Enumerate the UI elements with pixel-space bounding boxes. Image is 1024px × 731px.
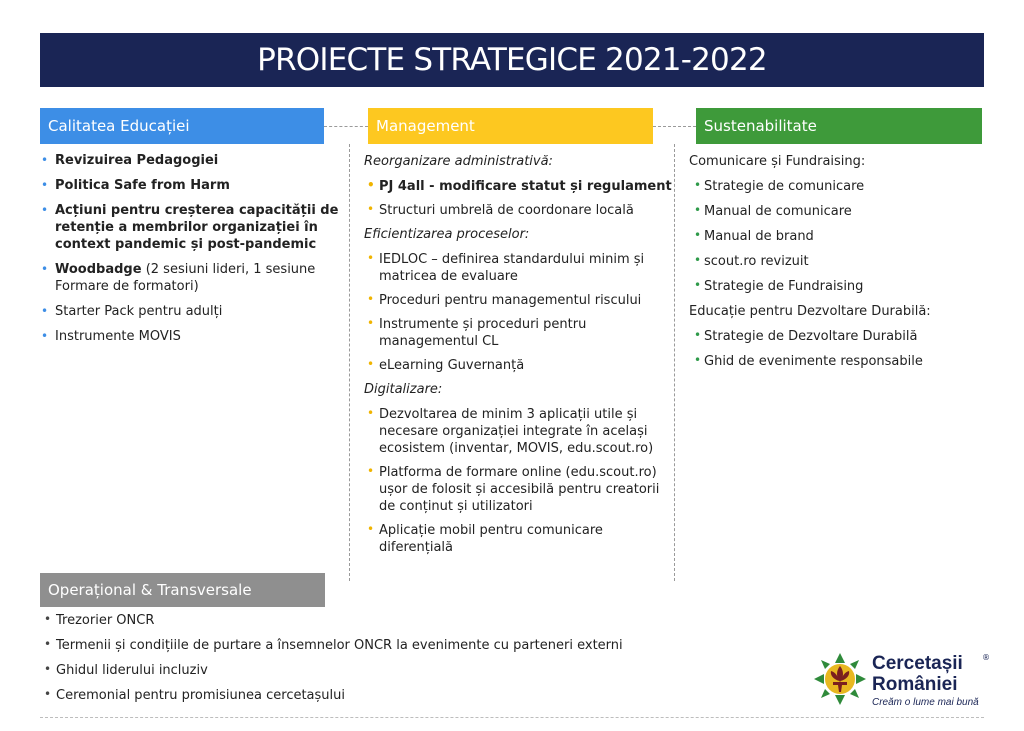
list-item xyxy=(40,152,340,169)
header-sustainability: Sustenabilitate xyxy=(696,108,982,144)
item-text: Structuri umbrelă de coordonare locală xyxy=(379,203,634,218)
bullet-icon: • xyxy=(367,292,375,306)
item-text: Manual de brand xyxy=(704,229,814,244)
registered-mark: ® xyxy=(982,653,990,662)
list-item xyxy=(689,278,984,295)
item-text: Ghidul liderului incluziv xyxy=(56,663,208,678)
group-title: Eficientizarea proceselor: xyxy=(364,227,530,242)
group-title: Educație pentru Dezvoltare Durabilă: xyxy=(689,304,931,319)
divider-left xyxy=(349,144,350,581)
list-item xyxy=(364,292,676,309)
list-item xyxy=(364,357,676,374)
group-title: Comunicare și Fundraising: xyxy=(689,154,866,169)
item-text: (2 sesiuni lideri, 1 sesiune Formare de formatori) xyxy=(55,262,316,294)
bullet-icon: • xyxy=(367,522,375,536)
list-item xyxy=(364,464,676,515)
list-item xyxy=(689,203,984,220)
education-list xyxy=(40,152,340,345)
list-item xyxy=(689,353,984,370)
logo-line-2: României xyxy=(872,674,958,695)
bullet-icon: • xyxy=(44,637,52,651)
operational-list xyxy=(30,612,730,704)
group-title: Reorganizare administrativă: xyxy=(364,154,553,169)
bullet-icon: • xyxy=(367,251,375,265)
bullet-icon: • xyxy=(41,262,49,276)
list-item xyxy=(30,612,730,629)
bullet-icon: • xyxy=(694,278,702,292)
title-bar xyxy=(40,33,984,87)
list-item xyxy=(689,178,984,195)
bullet-icon: • xyxy=(41,178,49,192)
bullet-icon: • xyxy=(694,328,702,342)
bullet-icon: • xyxy=(41,329,49,343)
item-text: Strategie de Fundraising xyxy=(704,279,864,294)
item-text: Termenii și condițiile de purtare a însemnelor ONCR la evenimente cu parteneri externi xyxy=(56,638,623,653)
bullet-icon: • xyxy=(694,353,702,367)
list-item xyxy=(364,178,676,195)
list-item xyxy=(40,303,340,320)
list-item xyxy=(40,202,340,253)
bullet-icon: • xyxy=(41,304,49,318)
item-text: Manual de comunicare xyxy=(704,204,852,219)
item-text: Strategie de comunicare xyxy=(704,179,865,194)
item-text: scout.ro revizuit xyxy=(704,254,809,269)
column-education xyxy=(40,152,340,353)
page-title: PROIECTE STRATEGICE 2021-2022 xyxy=(257,42,767,78)
list-item xyxy=(364,522,676,556)
group-list xyxy=(364,251,676,374)
group-title: Digitalizare: xyxy=(364,382,443,397)
item-text: Trezorier ONCR xyxy=(56,613,155,628)
group-list xyxy=(689,328,984,370)
bullet-icon: • xyxy=(367,316,375,330)
item-text: Platforma de formare online (edu.scout.ro) ușor de folosit și accesibilă pentru creatorii de conținut și utilizatori xyxy=(379,465,660,514)
logo-line-1: Cercetașii xyxy=(872,653,963,674)
list-item xyxy=(689,253,984,270)
list-item xyxy=(364,406,676,457)
header-education: Calitatea Educației xyxy=(40,108,324,144)
bullet-icon: • xyxy=(41,203,49,217)
list-item xyxy=(40,177,340,194)
connector-1 xyxy=(324,126,368,127)
bullet-icon: • xyxy=(44,662,52,676)
list-item xyxy=(364,251,676,285)
item-text: IEDLOC – definirea standardului minim și matricea de evaluare xyxy=(379,252,645,284)
bullet-icon: • xyxy=(694,253,702,267)
item-text: Starter Pack pentru adulți xyxy=(55,304,223,319)
list-item xyxy=(30,687,730,704)
item-bold-text: Woodbadge xyxy=(55,262,142,277)
bullet-icon: • xyxy=(367,178,375,192)
fleur-de-lis-icon xyxy=(812,651,868,707)
logo xyxy=(812,651,990,711)
list-item xyxy=(689,328,984,345)
list-item xyxy=(40,261,340,295)
item-bold-text: Revizuirea Pedagogiei xyxy=(55,153,219,168)
bullet-icon: • xyxy=(367,202,375,216)
connector-2 xyxy=(653,126,696,127)
bottom-divider xyxy=(40,717,984,718)
item-text: Ceremonial pentru promisiunea cercetașului xyxy=(56,688,346,703)
bullet-icon: • xyxy=(41,153,49,167)
group-list xyxy=(364,406,676,556)
list-item xyxy=(30,637,730,654)
item-text: Strategie de Dezvoltare Durabilă xyxy=(704,329,918,344)
list-item xyxy=(364,202,676,219)
bullet-icon: • xyxy=(44,612,52,626)
bullet-icon: • xyxy=(367,464,375,478)
bullet-icon: • xyxy=(694,178,702,192)
item-bold-text: Politica Safe from Harm xyxy=(55,178,230,193)
item-text: Instrumente și proceduri pentru managementul CL xyxy=(379,317,587,349)
item-text: PJ 4all - modificare statut și regulament xyxy=(379,179,672,194)
header-operational: Operațional & Transversale xyxy=(40,573,325,607)
bullet-icon: • xyxy=(694,228,702,242)
bullet-icon: • xyxy=(367,357,375,371)
item-text: Aplicație mobil pentru comunicare diferențială xyxy=(379,523,603,555)
item-text: Dezvoltarea de minim 3 aplicații utile și necesare organizației integrate în același ecosistem (inventar, MOVIS, edu.scout.ro) xyxy=(379,407,654,456)
item-text: eLearning Guvernanță xyxy=(379,358,525,373)
logo-text xyxy=(872,653,992,708)
list-item xyxy=(40,328,340,345)
column-sustainability xyxy=(689,153,984,378)
item-text: Ghid de evenimente responsabile xyxy=(704,354,923,369)
list-item xyxy=(364,316,676,350)
list-item xyxy=(689,228,984,245)
bullet-icon: • xyxy=(44,687,52,701)
column-management xyxy=(364,153,676,563)
bullet-icon: • xyxy=(694,203,702,217)
group-list xyxy=(364,178,676,219)
header-management: Management xyxy=(368,108,653,144)
column-operational xyxy=(30,612,730,712)
item-text: Instrumente MOVIS xyxy=(55,329,181,344)
item-bold-text: Acțiuni pentru creșterea capacității de retenție a membrilor organizației în context pandemic și post-pandemic xyxy=(55,203,339,252)
bullet-icon: • xyxy=(367,406,375,420)
list-item xyxy=(30,662,730,679)
item-text: Proceduri pentru managementul riscului xyxy=(379,293,642,308)
group-list xyxy=(689,178,984,295)
logo-tagline: Creăm o lume mai bună xyxy=(872,697,979,708)
